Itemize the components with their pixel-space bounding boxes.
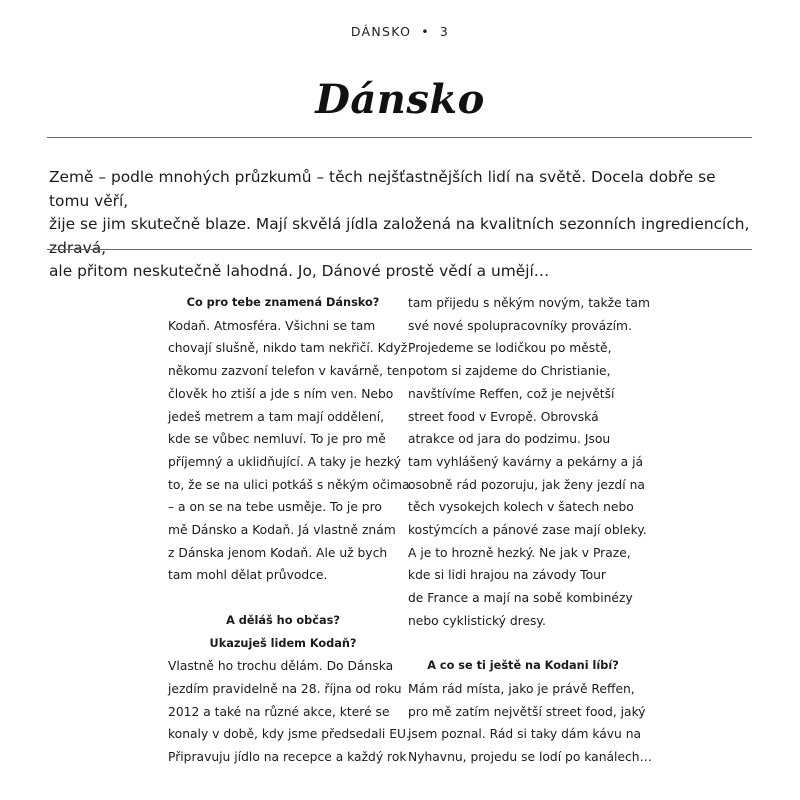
text-line: navštívíme Reffen, což je největší xyxy=(408,386,615,401)
separator-dot: • xyxy=(421,24,430,39)
text-line: těch vysokejch kolech v šatech nebo xyxy=(408,500,634,515)
text-line: potom si zajdeme do Christianie, xyxy=(408,364,611,379)
text-line: někomu zazvoní telefon v kavárně, ten xyxy=(168,364,408,379)
text-line: atrakce od jara do podzimu. Jsou xyxy=(408,432,611,447)
right-column xyxy=(408,292,652,769)
text-line: nebo cyklistický dresy. xyxy=(408,613,546,628)
text-line: street food v Evropě. Obrovská xyxy=(408,409,599,424)
text-line: pro mě zatím největší street food, jaký xyxy=(408,704,646,719)
text-line: tam vyhlášený kavárny a pekárny a já xyxy=(408,454,644,469)
text-line: tam přijedu s někým novým, takže tam xyxy=(408,296,650,310)
text-line: mě Dánsko a Kodaň. Já vlastně znám xyxy=(168,523,396,538)
text-line: Kodaň. Atmosféra. Všichni se tam xyxy=(168,318,376,333)
text-line: – a on se na tebe usměje. To je pro xyxy=(168,500,382,515)
text-line: kostýmcích a pánové zase mají obleky. xyxy=(408,523,647,538)
intro-paragraph: Země – podle mnohých průzkumů – těch nejšťastnějších lidí na světě. Docela dobře se tomu věří, žije se jim skutečně blaze. Mají skvělá jídla založená na kvalitních sezonních ingrediencích, zdravá, ale přitom neskutečně lahodná. Jo, Dánové prostě vědí a umějí… xyxy=(49,168,750,280)
question: A děláš ho občas? xyxy=(226,613,340,627)
text-line: kde se vůbec nemluví. To je pro mě xyxy=(168,432,386,447)
text-line: 2012 a také na různé akce, které se xyxy=(168,704,390,719)
bottom-divider xyxy=(47,249,752,250)
text-line: chovají slušně, nikdo tam nekřičí. Když xyxy=(168,341,408,356)
text-line: člověk ho ztiší a jde s ním ven. Nebo xyxy=(168,386,394,401)
chapter-title: Dánsko xyxy=(315,76,485,123)
text-line: jedeš metrem a tam mají oddělení, xyxy=(168,409,385,424)
running-header xyxy=(0,24,800,39)
question: Co pro tebe znamená Dánsko? xyxy=(186,296,380,309)
answer-paragraph xyxy=(408,292,650,633)
answer-paragraph xyxy=(408,678,652,769)
page-number: 3 xyxy=(439,24,450,39)
text-line: Projedeme se lodičkou po městě, xyxy=(408,341,612,356)
text-line: Připravuju jídlo na recepce a každý rok xyxy=(168,750,407,765)
text-line: konaly v době, kdy jsme předsedali EU. xyxy=(168,727,410,742)
question: Ukazuješ lidem Kodaň? xyxy=(209,636,357,650)
text-line: z Dánska jenom Kodaň. Ale už bych xyxy=(168,545,388,560)
answer-paragraph xyxy=(168,315,410,587)
text-line: jezdím pravidelně na 28. října od roku xyxy=(168,681,402,696)
text-line: tam mohl dělat průvodce. xyxy=(168,568,328,583)
text-line: příjemný a uklidňující. A taky je hezký xyxy=(168,454,401,469)
text-line: kde si lidi hrajou na závody Tour xyxy=(408,568,606,583)
paragraph-gap xyxy=(408,633,638,656)
text-line: Mám rád místa, jako je právě Reffen, xyxy=(408,681,635,696)
text-line: osobně rád pozoruju, jak ženy jezdí na xyxy=(408,477,645,492)
text-line: své nové spolupracovníky provázím. xyxy=(408,318,632,333)
question: A co se ti ještě na Kodani líbí? xyxy=(427,659,619,673)
text-line: Nyhavnu, projedu se lodí po kanálech… xyxy=(408,750,652,765)
text-line: de France a mají na sobě kombinézy xyxy=(408,591,633,606)
section-name: DÁNSKO xyxy=(350,24,412,39)
answer-paragraph xyxy=(168,655,410,769)
text-line: Vlastně ho trochu dělám. Do Dánska xyxy=(168,659,394,674)
paragraph-gap xyxy=(168,587,398,610)
text-line: A je to hrozně hezký. Ne jak v Praze, xyxy=(408,545,631,560)
text-line: to, že se na ulici potkáš s někým očima xyxy=(168,477,410,492)
top-divider xyxy=(47,137,752,138)
text-line: jsem poznal. Rád si taky dám kávu na xyxy=(408,727,642,742)
left-column xyxy=(168,292,410,769)
